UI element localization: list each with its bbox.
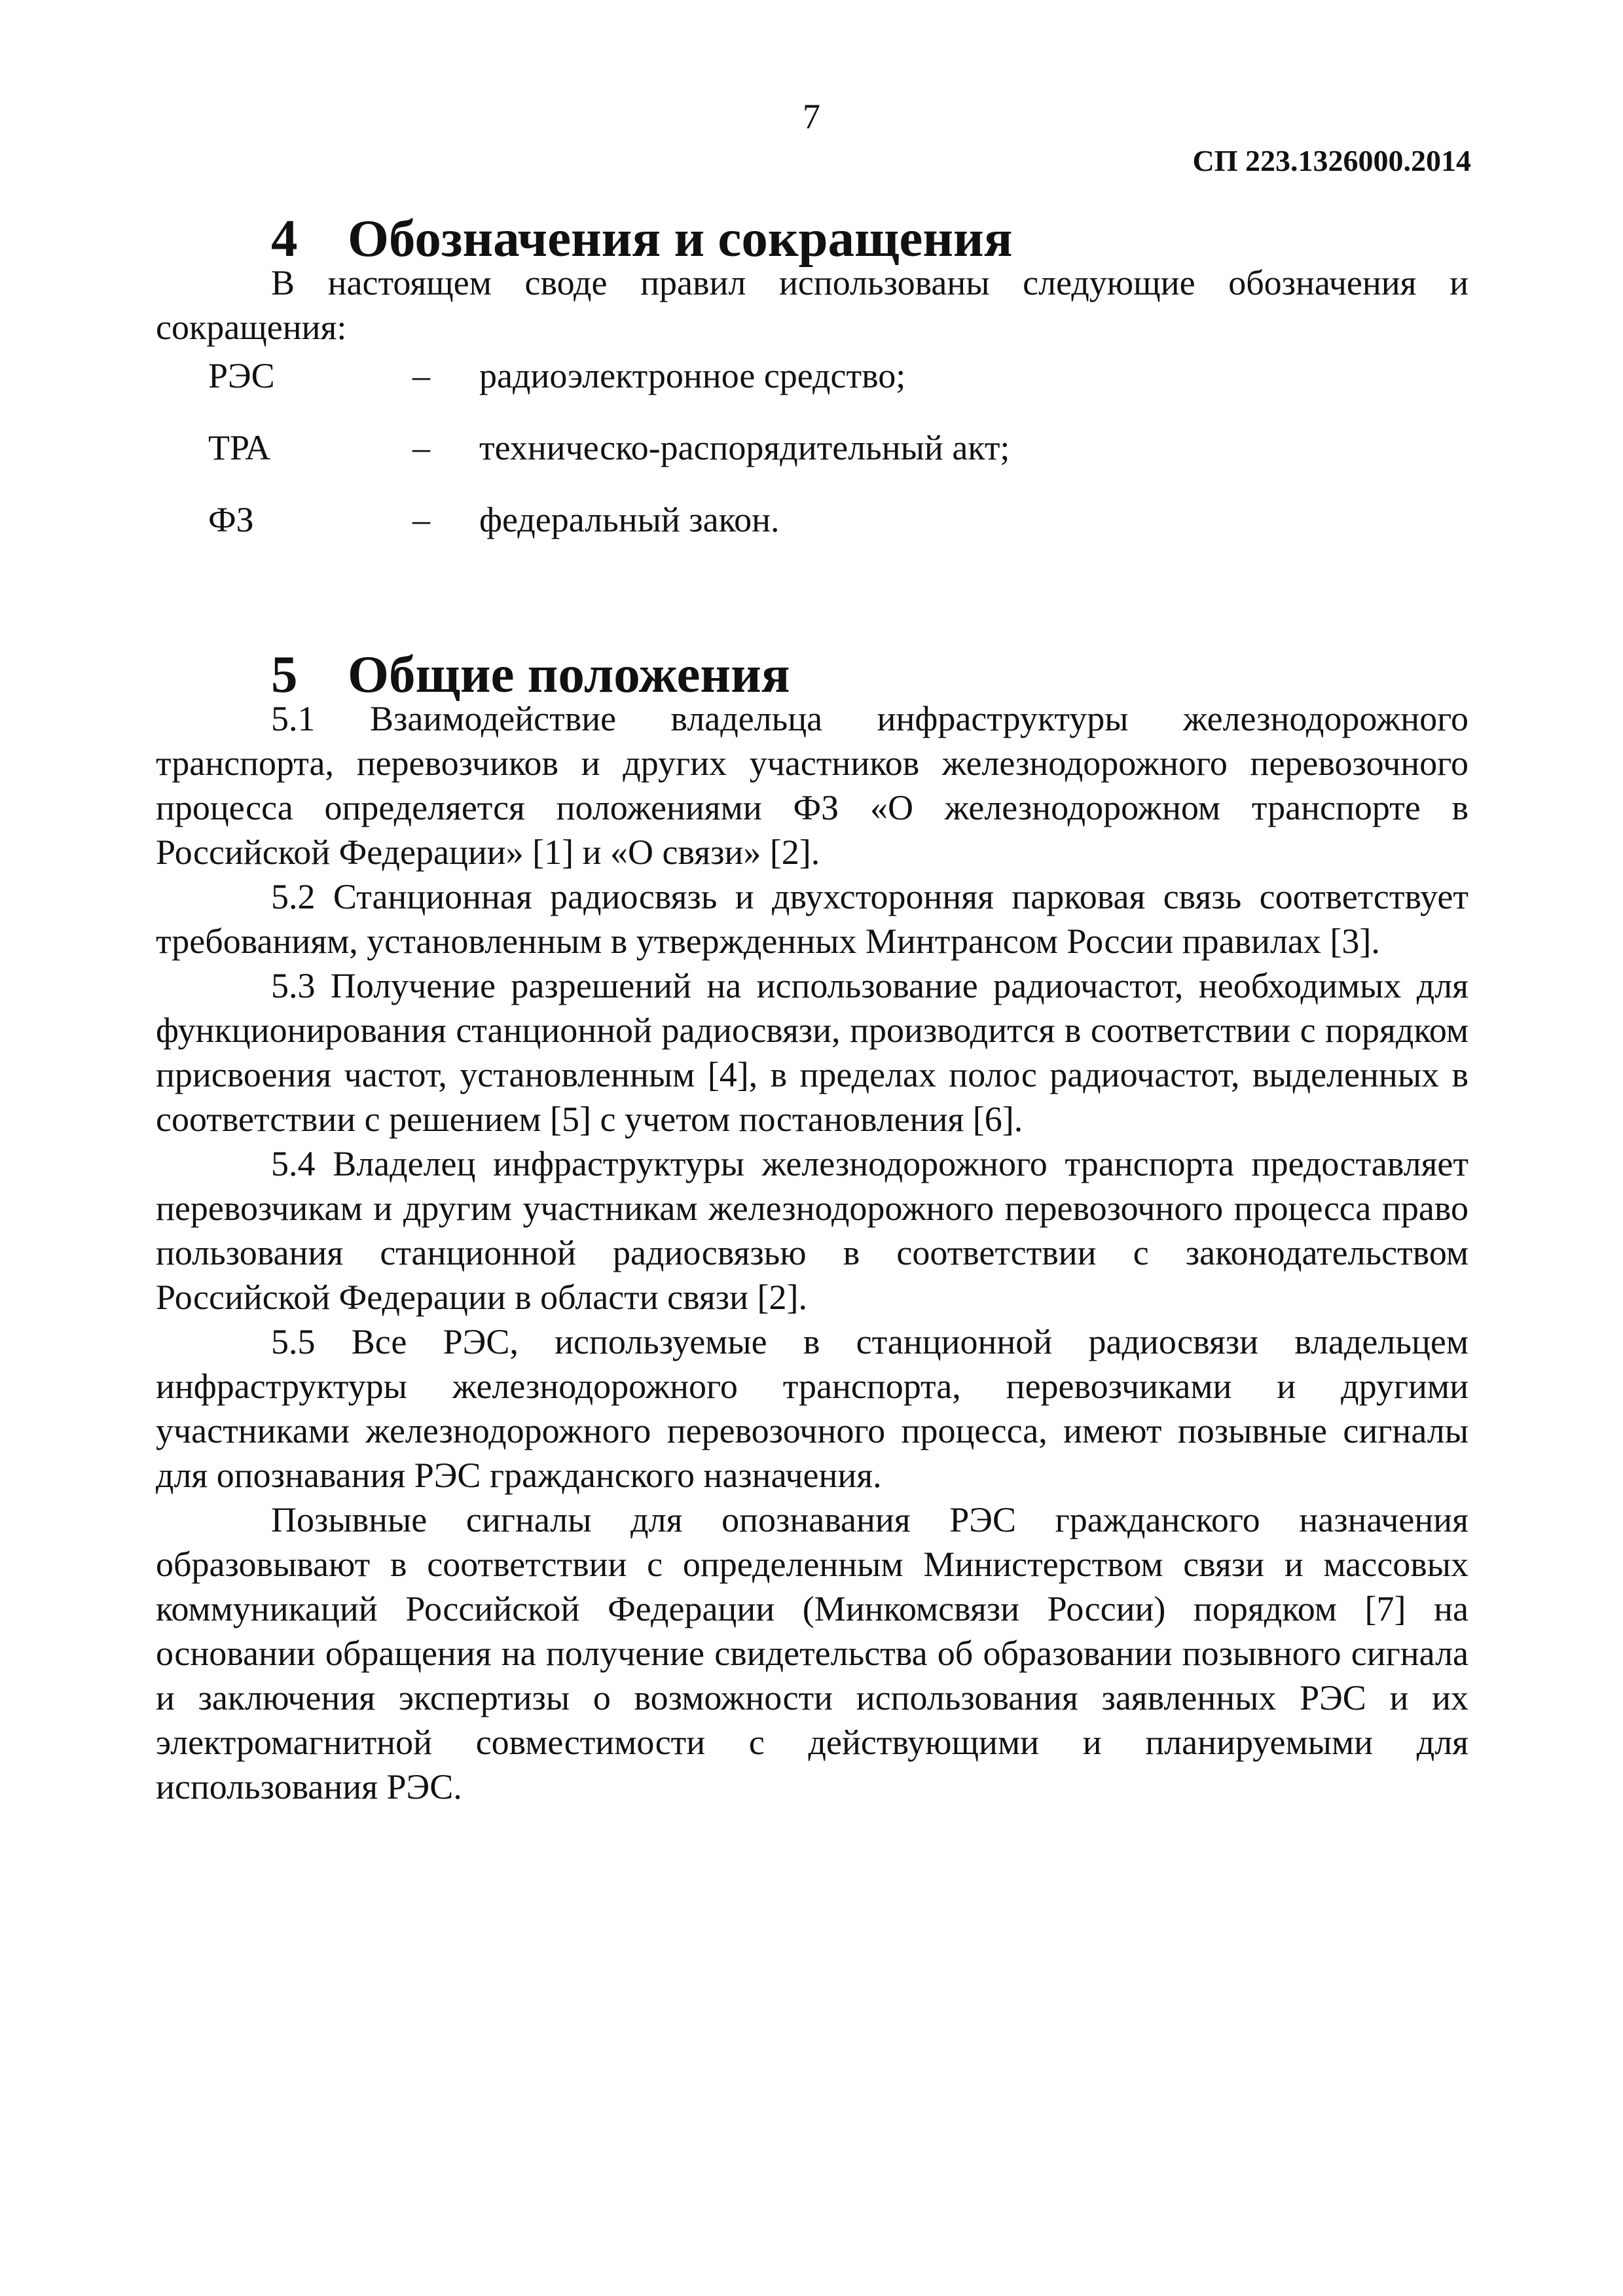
section-4-number: 4 [271,209,298,268]
document-body [156,209,1468,1809]
abbreviation-definition: федеральный закон. [479,500,780,539]
abbreviation-item [156,425,1468,497]
section-4-intro: В настоящем своде правил использованы следующие обозначения и сокращения: [156,263,1468,347]
abbreviation-list [156,353,1468,569]
abbreviation-term: ФЗ [208,500,254,539]
paragraph-5-5-continued: Позывные сигналы для опознавания РЭС гражданского назначения образовывают в соответствии с определенным Министерством связи и массовых коммуникаций Российской Федерации (Минкомсвязи России) порядком [7] на основании обращения на получение свидетельства об образовании позывного сигнала и заключения экспертизы о возможности использования заявленных РЭС и их электромагнитной совместимости с действующими и планируемыми для использования РЭС. [156,1500,1468,1806]
section-5-title: Общие положения [348,645,790,704]
abbreviation-term: ТРА [208,428,271,467]
section-4-heading [156,209,1468,268]
paragraph-5-5: 5.5 Все РЭС, используемые в станционной радиосвязи владельцем инфраструктуры железнодорожного транспорта, перевозчиками и другими участниками железнодорожного перевозочного процесса, имеют позывные сигналы для опознавания РЭС гражданского назначения. [156,1322,1468,1495]
section-4-title: Обозначения и сокращения [348,209,1013,268]
abbreviation-item [156,353,1468,425]
paragraph-5-3: 5.3 Получение разрешений на использование радиочастот, необходимых для функционирования станционной радиосвязи, производится в соответствии с порядком присвоения частот, установленным [4], в пределах полос радиочастот, выделенных в соответствии с решением [5] с учетом постановления [6]. [156,966,1468,1139]
page-number: 7 [803,97,820,136]
section-5-heading [156,645,1468,704]
abbreviation-dash: – [412,356,430,395]
abbreviation-term: РЭС [208,356,275,395]
section-5-number: 5 [271,645,298,704]
abbreviation-dash: – [412,500,430,539]
paragraph-5-1: 5.1 Взаимодействие владельца инфраструктуры железнодорожного транспорта, перевозчиков и других участников железнодорожного перевозочного процесса определяется положениями ФЗ «О железнодорожном транспорте в Российской Федерации» [1] и «О связи» [2]. [156,699,1468,872]
document-code: СП 223.1326000.2014 [1192,144,1471,177]
abbreviation-definition: радиоэлектронное средство; [479,356,906,395]
paragraph-5-4: 5.4 Владелец инфраструктуры железнодорожного транспорта предоставляет перевозчикам и другим участникам железнодорожного перевозочного процесса право пользования станционной радиосвязью в соответствии с законодательством Российской Федерации в области связи [2]. [156,1144,1468,1317]
paragraph-5-2: 5.2 Станционная радиосвязь и двухсторонняя парковая связь соответствует требованиям, установленным в утвержденных Минтрансом России правилах [3]. [156,877,1468,961]
abbreviation-dash: – [412,428,430,467]
abbreviation-definition: техническо-распорядительный акт; [479,428,1010,467]
abbreviation-item [156,497,1468,569]
